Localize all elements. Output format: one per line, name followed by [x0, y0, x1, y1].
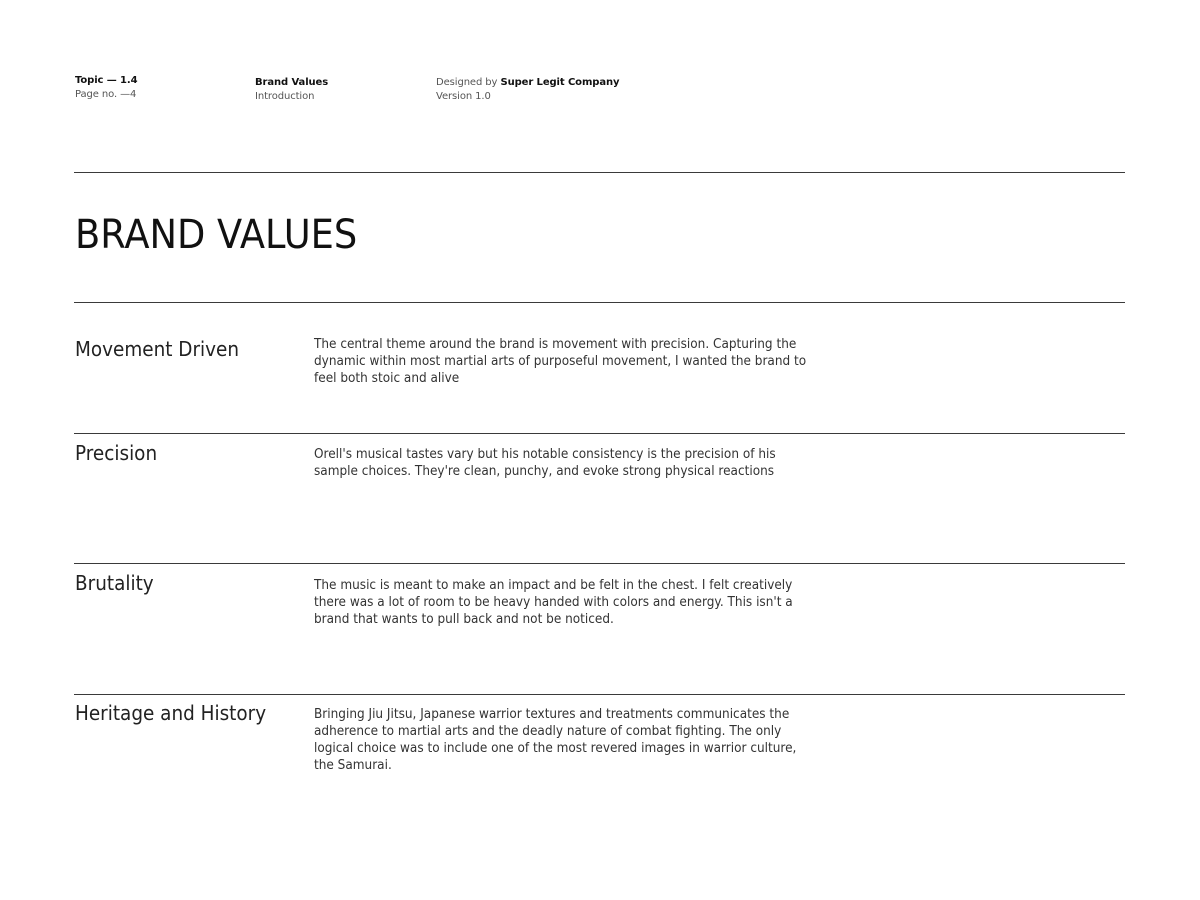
divider — [74, 302, 1125, 303]
value-description-precision: Orell's musical tastes vary but his notable consistency is the precision of his sample choices. They're clean, punchy, and evoke strong physical reactions — [314, 447, 776, 479]
version-label: Version 1.0 — [436, 91, 491, 102]
section-meta — [255, 76, 328, 104]
section-subtitle: Introduction — [255, 91, 315, 102]
divider — [74, 694, 1125, 695]
topic-label: Topic — 1.4 — [75, 75, 138, 86]
value-description-brutality: The music is meant to make an impact and be felt in the chest. I felt creatively there was a lot of room to be heavy handed with colors and energy. This isn't a brand that wants to pull back and not be noticed. — [314, 578, 793, 627]
page-number-label: Page no. —4 — [75, 89, 137, 100]
value-description-heritage-and-history: Bringing Jiu Jitsu, Japanese warrior textures and treatments communicates the adherence to martial arts and the deadly nature of combat fighting. The only logical choice was to include one of the most revered images in warrior culture, the Samurai. — [314, 707, 797, 773]
value-description-movement-driven: The central theme around the brand is movement with precision. Capturing the dynamic within most martial arts of purposeful movement, I wanted the brand to feel both stoic and alive — [314, 337, 807, 386]
designer-company: Super Legit Company — [500, 77, 620, 88]
value-title-brutality: Brutality — [75, 571, 154, 595]
value-title-movement-driven: Movement Driven — [75, 337, 240, 361]
divider — [74, 172, 1125, 173]
section-title: Brand Values — [255, 77, 329, 88]
page-title: BRAND VALUES — [75, 212, 358, 258]
divider — [74, 563, 1125, 564]
topic-meta — [75, 74, 137, 102]
designed-by-prefix: Designed by — [436, 77, 498, 88]
value-title-precision: Precision — [75, 441, 158, 465]
value-title-heritage-and-history: Heritage and History — [75, 701, 267, 725]
divider — [74, 433, 1125, 434]
designer-meta — [436, 76, 619, 104]
